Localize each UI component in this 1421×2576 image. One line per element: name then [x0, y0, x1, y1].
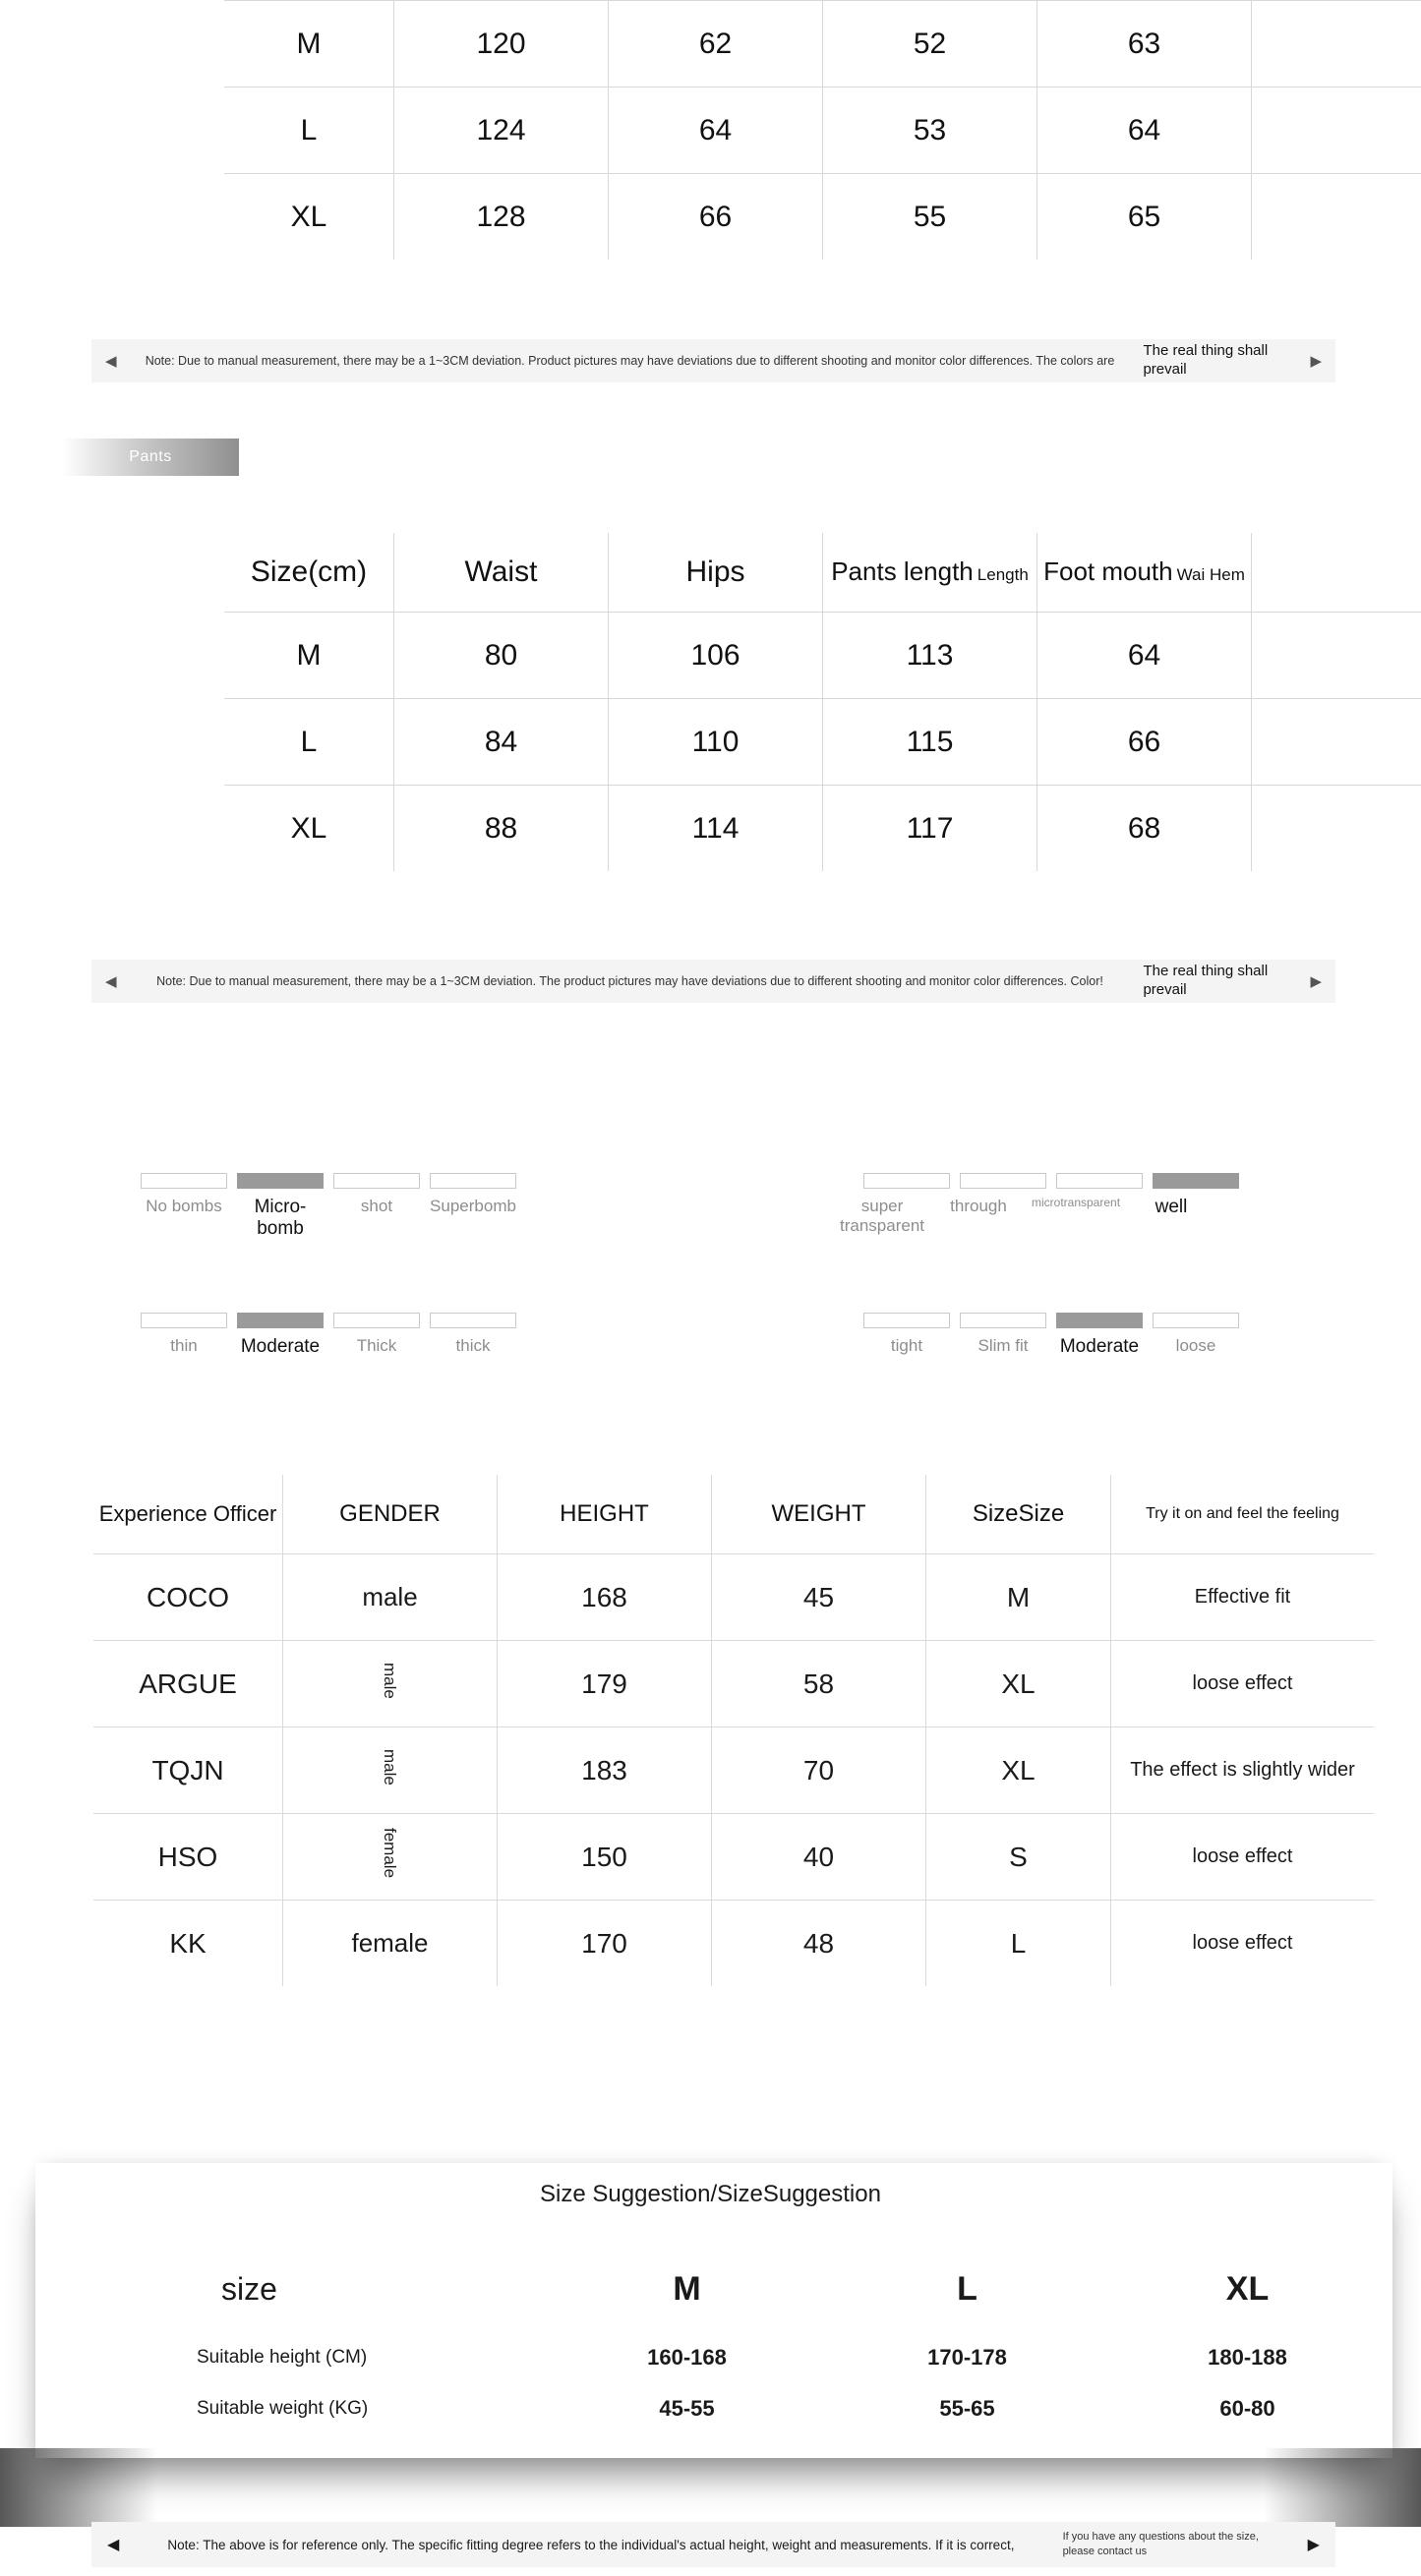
table-header-row: [138, 2247, 1388, 2332]
header-pants-length-main: Pants length: [831, 556, 974, 587]
note-text: Note: Due to manual measurement, there may be a 1~3CM deviation. The product pictures may have deviations due to different shooting and monitor color differences. Color!: [156, 973, 1103, 988]
table-row: [224, 613, 1421, 699]
cell-value: 124: [394, 88, 609, 174]
header-size-l: L: [957, 2270, 977, 2308]
table-row: [93, 1901, 1374, 1987]
prev-arrow-icon[interactable]: ◀: [105, 352, 117, 370]
elasticity-label-0: No bombs: [146, 1197, 222, 1215]
header-size: Size(cm): [224, 533, 394, 613]
cell-height-xl: 180-188: [1208, 2345, 1287, 2370]
measurement-note-pants: [91, 960, 1335, 1003]
thickness-bars: [141, 1313, 516, 1328]
fit-bar-3[interactable]: [1153, 1313, 1239, 1328]
cell-gender-vertical: male: [381, 1662, 399, 1699]
cell-value: 64: [1037, 613, 1252, 699]
cell-height: 150: [498, 1814, 712, 1901]
note-text: Note: Due to manual measurement, there may be a 1~3CM deviation. Product pictures may have deviations due to different shooting and monitor color differences. The colors are: [145, 353, 1115, 368]
fit-bar-2[interactable]: [1056, 1313, 1143, 1328]
cell-gender-vertical: female: [381, 1828, 399, 1879]
attribute-transparency: [840, 1173, 1239, 1235]
header-hips: Hips: [609, 533, 823, 613]
cell-value: 66: [1037, 699, 1252, 786]
prev-arrow-icon[interactable]: ◀: [107, 2537, 120, 2553]
cell-weight: 45: [712, 1554, 926, 1641]
cell-gender: male: [283, 1554, 498, 1641]
header-experience-officer: Experience Officer: [93, 1475, 283, 1554]
thickness-bar-2[interactable]: [333, 1313, 420, 1328]
cell-height: 168: [498, 1554, 712, 1641]
transparency-label-3: well: [1155, 1197, 1188, 1217]
cell-size: XL: [926, 1641, 1111, 1727]
thickness-label-2: Thick: [356, 1336, 397, 1355]
thickness-bar-3[interactable]: [430, 1313, 516, 1328]
cell-value: 63: [1037, 1, 1252, 88]
table-row: [224, 699, 1421, 786]
cell-size: L: [224, 699, 394, 786]
header-weight: WEIGHT: [712, 1475, 926, 1554]
cell-value: 53: [823, 88, 1037, 174]
header-size: SizeSize: [926, 1475, 1111, 1554]
next-arrow-icon[interactable]: ▶: [1307, 2537, 1320, 2553]
left-shadow-gradient: [0, 2448, 157, 2527]
thickness-bar-0[interactable]: [141, 1313, 227, 1328]
header-pants-length: [823, 533, 1037, 613]
header-pants-length-sub: Length: [977, 565, 1029, 585]
fit-bar-1[interactable]: [960, 1313, 1046, 1328]
cell-empty: [1252, 1, 1421, 88]
measurement-note-tops: [91, 339, 1335, 382]
cell-value: 110: [609, 699, 823, 786]
cell-value: 120: [394, 1, 609, 88]
transparency-label-1: through: [950, 1197, 1007, 1215]
attribute-elasticity: [141, 1173, 516, 1240]
thickness-label-0: thin: [170, 1336, 198, 1355]
cell-height: 170: [498, 1901, 712, 1987]
tops-size-table-section: [224, 0, 1404, 260]
cell-feel: loose effect: [1192, 1932, 1293, 1954]
cell-size: S: [926, 1814, 1111, 1901]
cell-weight-xl: 60-80: [1219, 2396, 1275, 2421]
note-text: Note: The above is for reference only. The specific fitting degree refers to the individual's actual height, weight and measurements. If it is correct,: [167, 2537, 1015, 2552]
cell-value: 64: [1037, 88, 1252, 174]
cell-height-l: 170-178: [927, 2345, 1007, 2370]
header-foot-mouth-sub: Wai Hem: [1176, 565, 1245, 585]
prev-arrow-icon[interactable]: ◀: [105, 972, 117, 990]
elasticity-label-2: shot: [360, 1197, 393, 1215]
cell-height: 183: [498, 1727, 712, 1814]
elasticity-bar-0[interactable]: [141, 1173, 227, 1189]
cell-value: 55: [823, 174, 1037, 261]
header-height: HEIGHT: [498, 1475, 712, 1554]
cell-weight: 70: [712, 1727, 926, 1814]
transparency-label-2: microtransparent: [1032, 1196, 1121, 1209]
cell-empty: [1252, 699, 1421, 786]
note-tail-text: The real thing shall prevail: [1143, 963, 1269, 998]
cell-empty: [1252, 174, 1421, 261]
experience-officer-table: [93, 1475, 1374, 1986]
transparency-bar-0[interactable]: [863, 1173, 950, 1189]
fit-label-3: loose: [1175, 1336, 1216, 1355]
pants-tab-label: Pants: [129, 448, 172, 465]
header-waist: Waist: [394, 533, 609, 613]
pants-size-table-section: [224, 533, 1404, 871]
cell-weight-m: 45-55: [659, 2396, 715, 2421]
cell-gender: female: [283, 1901, 498, 1987]
cell-feel: loose effect: [1111, 1814, 1375, 1901]
header-size: size: [221, 2271, 277, 2307]
header-size-m: M: [673, 2270, 701, 2308]
cell-officer: TQJN: [93, 1727, 283, 1814]
elasticity-bar-2[interactable]: [333, 1173, 420, 1189]
elasticity-label-3: Superbomb: [430, 1197, 516, 1215]
cell-gender: [283, 1727, 498, 1814]
table-row: [93, 1554, 1374, 1641]
cell-value: 106: [609, 613, 823, 699]
cell-value: 80: [394, 613, 609, 699]
cell-weight: 40: [712, 1814, 926, 1901]
table-row: [224, 1, 1421, 88]
cell-value: 113: [823, 613, 1037, 699]
fit-bars: [863, 1313, 1239, 1328]
cell-officer: ARGUE: [93, 1641, 283, 1727]
cell-value: 88: [394, 786, 609, 872]
transparency-label-0: super transparent: [840, 1197, 924, 1235]
transparency-bar-1[interactable]: [960, 1173, 1046, 1189]
table-row: [224, 786, 1421, 872]
fit-label-2: Moderate: [1059, 1336, 1140, 1357]
note-tail-text: If you have any questions about the size, please contact us: [1062, 2531, 1259, 2557]
size-suggestion-title: Size Suggestion/SizeSuggestion: [540, 2181, 881, 2207]
thickness-label-1: Moderate: [240, 1336, 321, 1357]
cell-weight: 48: [712, 1901, 926, 1987]
elasticity-label-1: Micro-bomb: [254, 1197, 307, 1239]
experience-officer-section: [93, 1475, 1357, 1986]
pants-size-table: [224, 533, 1421, 871]
cell-size: L: [224, 88, 394, 174]
cell-gender: [283, 1641, 498, 1727]
cell-feel: Effective fit: [1111, 1554, 1375, 1641]
header-empty: [1252, 533, 1421, 613]
cell-size: M: [926, 1554, 1111, 1641]
cell-height: 179: [498, 1641, 712, 1727]
cell-empty: [1252, 786, 1421, 872]
transparency-bar-3[interactable]: [1153, 1173, 1239, 1189]
elasticity-labels: [141, 1197, 516, 1240]
header-size-xl: XL: [1225, 2270, 1270, 2308]
elasticity-bar-1[interactable]: [237, 1173, 324, 1189]
transparency-labels: [840, 1196, 1239, 1235]
cell-value: 66: [609, 174, 823, 261]
transparency-bar-2[interactable]: [1056, 1173, 1143, 1189]
cell-value: 65: [1037, 174, 1252, 261]
table-row: [224, 174, 1421, 261]
cell-officer: HSO: [93, 1814, 283, 1901]
next-arrow-icon[interactable]: ▶: [1310, 352, 1322, 370]
fit-label-1: Slim fit: [977, 1336, 1029, 1355]
tops-size-table: [224, 0, 1421, 260]
cell-feel: loose effect: [1111, 1641, 1375, 1727]
cell-height-m: 160-168: [647, 2345, 727, 2370]
pants-section-tab[interactable]: [62, 439, 239, 476]
cell-value: 68: [1037, 786, 1252, 872]
cell-gender: [283, 1814, 498, 1901]
table-row: [224, 88, 1421, 174]
table-row: [93, 1727, 1374, 1814]
header-foot-mouth: [1037, 533, 1252, 613]
transparency-bars: [863, 1173, 1239, 1189]
table-header-row: [93, 1475, 1374, 1554]
cell-value: 128: [394, 174, 609, 261]
header-gender: GENDER: [283, 1475, 498, 1554]
cell-value: 62: [609, 1, 823, 88]
cell-empty: [1252, 88, 1421, 174]
cell-value: 114: [609, 786, 823, 872]
fit-label-0: tight: [890, 1336, 923, 1355]
cell-size: XL: [224, 786, 394, 872]
table-row: [138, 2383, 1388, 2434]
cell-size: M: [224, 1, 394, 88]
elasticity-bars: [141, 1173, 516, 1189]
cell-value: 64: [609, 88, 823, 174]
row-label-height: Suitable height (CM): [197, 2347, 368, 2368]
size-suggestion-table: [138, 2247, 1388, 2434]
header-foot-mouth-main: Foot mouth: [1043, 556, 1173, 587]
cell-value: 52: [823, 1, 1037, 88]
fabric-attributes-section: [0, 1155, 1421, 1450]
note-tail-text: The real thing shall prevail: [1143, 342, 1269, 378]
table-row: [93, 1641, 1374, 1727]
elasticity-bar-3[interactable]: [430, 1173, 516, 1189]
cell-value: 117: [823, 786, 1037, 872]
cell-size: L: [926, 1901, 1111, 1987]
fit-labels: [863, 1336, 1239, 1358]
next-arrow-icon[interactable]: ▶: [1310, 972, 1322, 990]
cell-gender-vertical: male: [381, 1748, 399, 1786]
cell-feel: The effect is slightly wider: [1111, 1727, 1375, 1814]
cell-officer: KK: [93, 1901, 283, 1987]
cell-empty: [1252, 613, 1421, 699]
fit-bar-0[interactable]: [863, 1313, 950, 1328]
thickness-labels: [141, 1336, 516, 1358]
cell-officer: COCO: [93, 1554, 283, 1641]
right-shadow-gradient: [1264, 2448, 1421, 2527]
attribute-fit: [863, 1313, 1239, 1358]
cell-size: XL: [224, 174, 394, 261]
cell-value: 115: [823, 699, 1037, 786]
header-feel: Try it on and feel the feeling: [1111, 1475, 1375, 1554]
thickness-bar-1[interactable]: [237, 1313, 324, 1328]
thickness-label-3: thick: [455, 1336, 491, 1355]
cell-size: XL: [926, 1727, 1111, 1814]
size-suggestion-note: [91, 2522, 1335, 2567]
attribute-thickness: [141, 1313, 516, 1358]
table-row: [93, 1814, 1374, 1901]
cell-weight: 58: [712, 1641, 926, 1727]
cell-size: M: [224, 613, 394, 699]
table-row: [138, 2332, 1388, 2383]
cell-weight-l: 55-65: [939, 2396, 995, 2421]
cell-value: 84: [394, 699, 609, 786]
row-label-weight: Suitable weight (KG): [197, 2398, 369, 2419]
table-header-row: [224, 533, 1421, 613]
